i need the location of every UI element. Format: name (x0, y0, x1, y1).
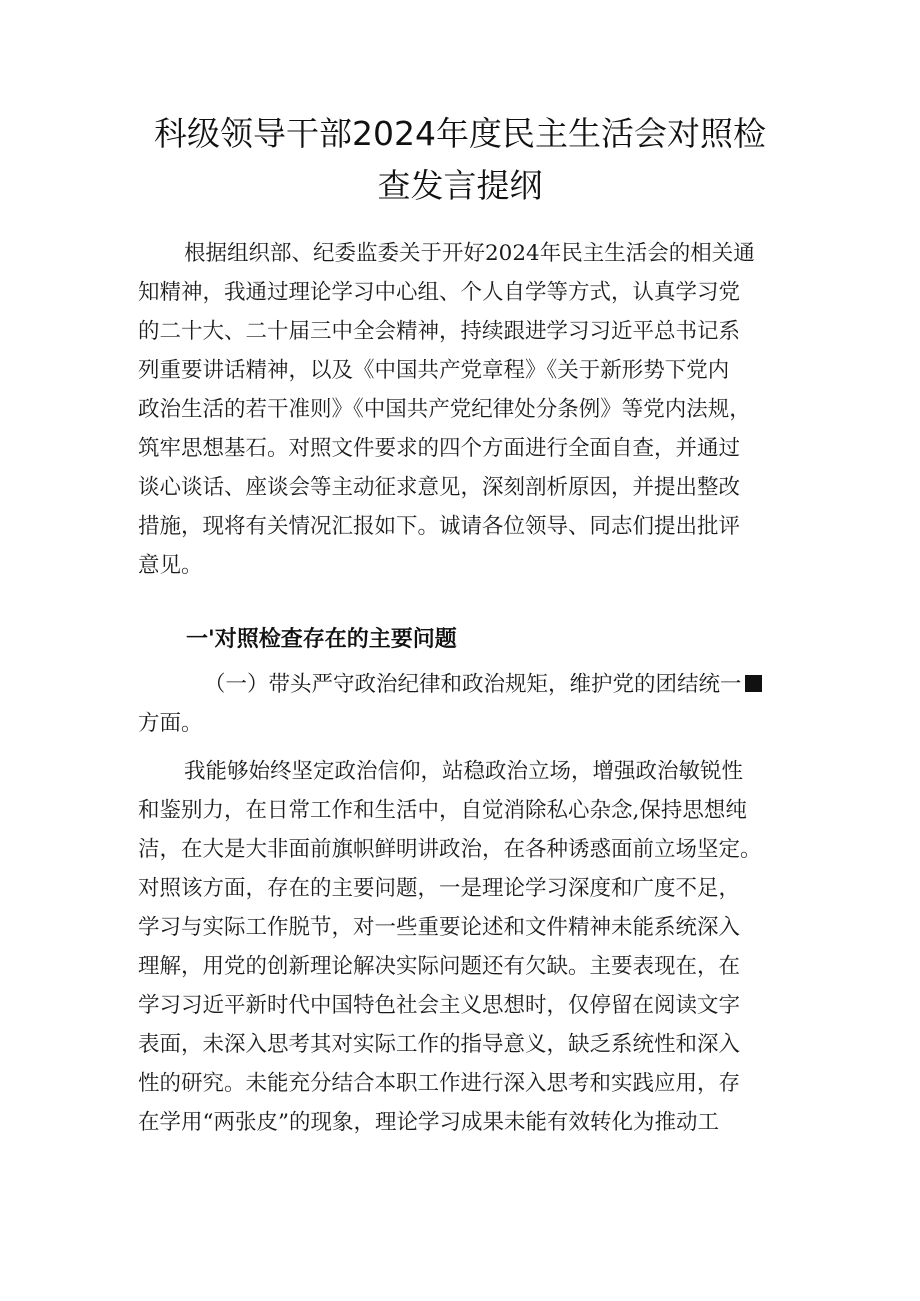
intro-line: 的二十大、二十届三中全会精神，持续跟进学习习近平总书记系 (138, 319, 741, 344)
body-line: 学习习近平新时代中国特色社会主义思想时，仅停留在阅读文字 (138, 993, 741, 1018)
body-line: 我能够始终坚定政治信仰，站稳政治立场，增强政治敏锐性 (184, 759, 744, 784)
section-heading-1: 一'对照检查存在的主要问题 (186, 626, 457, 652)
subsection-line-1 (138, 665, 762, 704)
intro-line: 措施，现将有关情况汇报如下。诚请各位领导、同志们提出批评 (138, 514, 741, 539)
intro-line: 政治生活的若干准则》《中国共产党纪律处分条例》等党内法规， (138, 397, 751, 422)
intro-line: 筑牢思想基石。对照文件要求的四个方面进行全面自查，并通过 (138, 436, 741, 461)
body-line: 性的研究。未能充分结合本职工作进行深入思考和实践应用，存 (138, 1071, 741, 1096)
document-title (0, 108, 920, 212)
subsection-heading-1 (138, 665, 762, 743)
subsection-line-1-text: （一）带头严守政治纪律和政治规矩，维护党的团结统一 (204, 672, 742, 697)
body-line: 洁，在大是大非面前旗帜鲜明讲政治，在各种诱惑面前立场坚定。 (138, 837, 762, 862)
body-paragraph-2 (138, 752, 798, 1142)
intro-line: 谈心谈话、座谈会等主动征求意见，深刻剖析原因，并提出整改 (138, 475, 741, 500)
subsection-line-2: 方面。 (138, 711, 203, 736)
body-line: 在学用“两张皮”的现象，理论学习成果未能有效转化为推动工 (138, 1110, 719, 1135)
body-line: 学习与实际工作脱节，对一些重要论述和文件精神未能系统深入 (138, 915, 741, 940)
intro-line: 根据组织部、纪委监委关于开好2024年民主生活会的相关通 (184, 241, 755, 266)
title-line-2: 查发言提纲 (377, 166, 543, 205)
intro-paragraph (138, 234, 798, 585)
body-line: 理解，用党的创新理论解决实际问题还有欠缺。主要表现在，在 (138, 954, 741, 979)
body-line: 和鉴别力，在日常工作和生活中，自觉消除私心杂念,保持思想纯 (138, 798, 747, 823)
title-line-1: 科级领导干部2024年度民主生活会对照检 (154, 114, 766, 153)
body-line: 对照该方面，存在的主要问题，一是理论学习深度和广度不足， (138, 876, 741, 901)
intro-line: 知精神，我通过理论学习中心组、个人自学等方式，认真学习党 (138, 280, 741, 305)
intro-line: 意见。 (138, 553, 203, 578)
intro-line: 列重要讲话精神，以及《中国共产党章程》《关于新形势下党内 (138, 358, 730, 383)
body-line: 表面，未深入思考其对实际工作的指导意义，缺乏系统性和深入 (138, 1032, 741, 1057)
black-square-icon (745, 675, 762, 692)
